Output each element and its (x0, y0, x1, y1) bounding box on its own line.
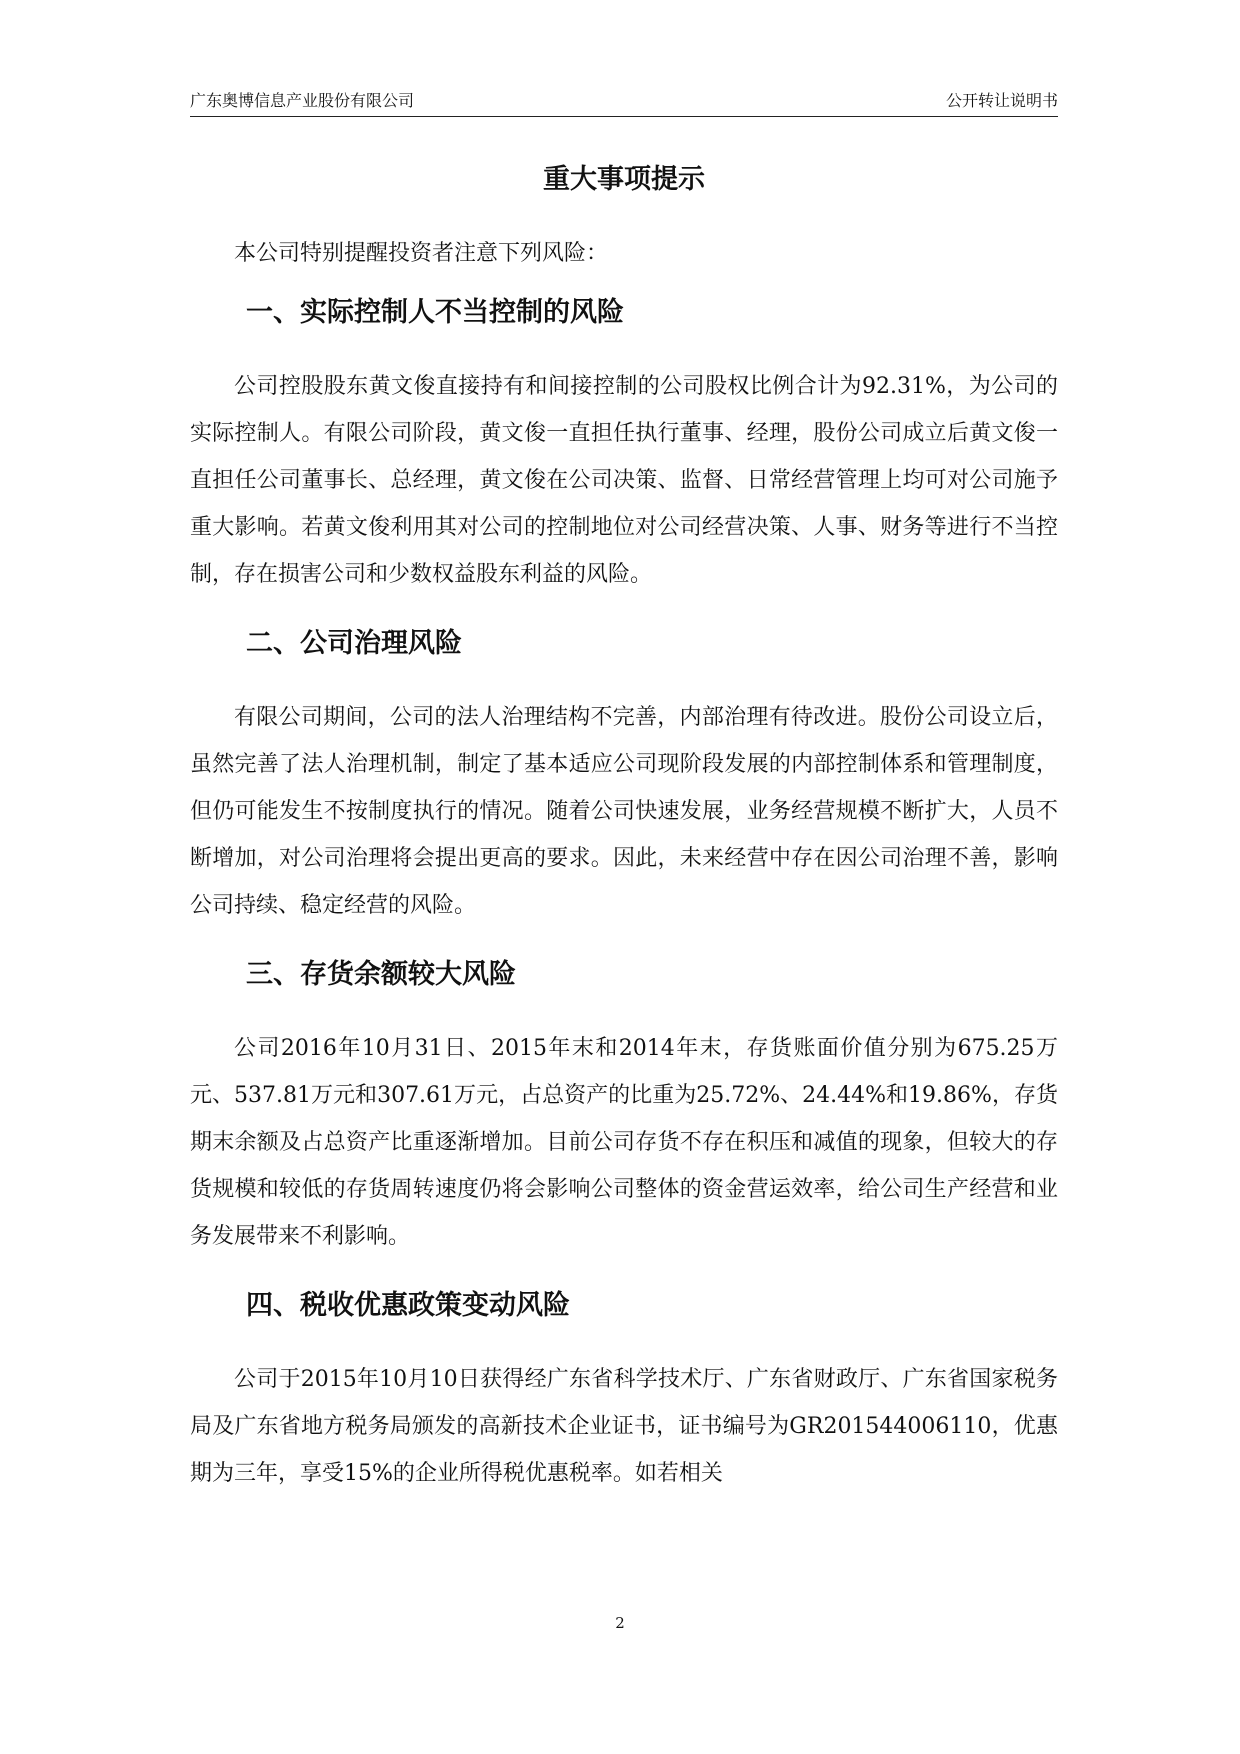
header-document-type: 公开转让说明书 (945, 91, 1058, 110)
page-header (190, 86, 1058, 117)
section-heading-4: 四、税收优惠政策变动风险 (246, 1290, 570, 1321)
section-paragraph-4: 公司于2015年10月10日获得经广东省科学技术厅、广东省财政厅、广东省国家税务局及广东省地方税务局颁发的高新技术企业证书，证书编号为GR201544006110，优惠期为三年，享受15%的企业所得税优惠税率。如若相关 (190, 1367, 1058, 1486)
section-paragraph-3: 公司2016年10月31日、2015年末和2014年末，存货账面价值分别为675.25万元、537.81万元和307.61万元，占总资产的比重为25.72%、24.44%和19.86%，存货期末余额及占总资产比重逐渐增加。目前公司存货不存在积压和减值的现象，但较大的存货规模和较低的存货周转速度仍将会影响公司整体的资金营运效率，给公司生产经营和业务发展带来不利影响。 (190, 1036, 1058, 1249)
section-heading-2: 二、公司治理风险 (246, 628, 462, 659)
page-title: 重大事项提示 (543, 164, 705, 195)
document-body (190, 160, 1058, 1519)
header-company-name: 广东奥博信息产业股份有限公司 (190, 91, 415, 110)
section-heading-3: 三、存货余额较大风险 (246, 959, 516, 990)
section-heading-1: 一、实际控制人不当控制的风险 (246, 297, 624, 328)
intro-paragraph: 本公司特别提醒投资者注意下列风险： (234, 241, 609, 266)
page-number: 2 (615, 1614, 625, 1632)
section-paragraph-2: 有限公司期间，公司的法人治理结构不完善，内部治理有待改进。股份公司设立后，虽然完善了法人治理机制，制定了基本适应公司现阶段发展的内部控制体系和管理制度，但仍可能发生不按制度执行的情况。随着公司快速发展，业务经营规模不断扩大，人员不断增加，对公司治理将会提出更高的要求。因此，未来经营中存在因公司治理不善，影响公司持续、稳定经营的风险。 (190, 705, 1058, 918)
section-paragraph-1: 公司控股股东黄文俊直接持有和间接控制的公司股权比例合计为92.31%，为公司的实际控制人。有限公司阶段，黄文俊一直担任执行董事、经理，股份公司成立后黄文俊一直担任公司董事长、总经理，黄文俊在公司决策、监督、日常经营管理上均可对公司施予重大影响。若黄文俊利用其对公司的控制地位对公司经营决策、人事、财务等进行不当控制，存在损害公司和少数权益股东利益的风险。 (190, 374, 1058, 587)
